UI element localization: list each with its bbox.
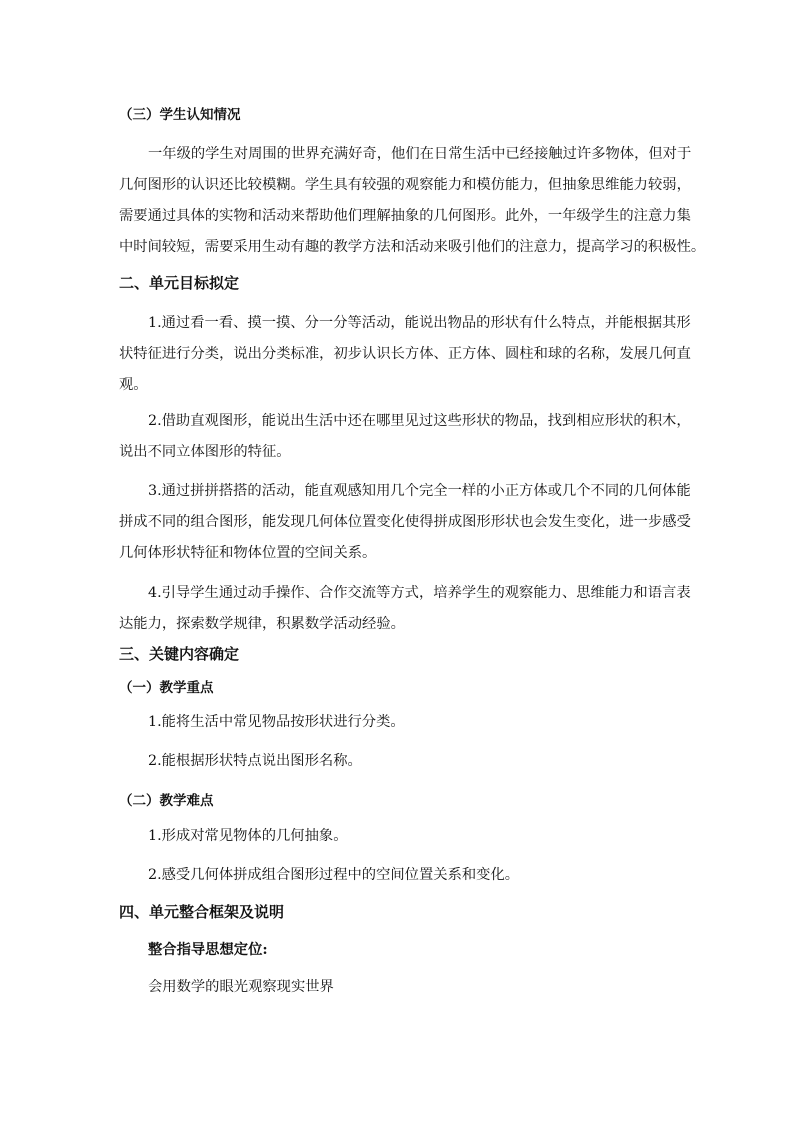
teaching-focus-item: 1.能将生活中常见物品按形状进行分类。 (148, 714, 405, 730)
goal-3-line: 几何体形状特征和物体位置的空间关系。 (119, 545, 377, 561)
heading-unit-goals: 二、单元目标拟定 (119, 274, 240, 292)
guiding-idea-label: 整合指导思想定位: (148, 942, 268, 958)
teaching-difficulty-item: 2.感受几何体拼成组合图形过程中的空间位置关系和变化。 (148, 867, 520, 883)
teaching-difficulty-item: 1.形成对常见物体的几何抽象。 (148, 828, 348, 844)
cognition-line: 中时间较短，需要采用生动有趣的教学方法和活动来吸引他们的注意力，提高学习的积极性。 (119, 239, 706, 255)
cognition-line: 需要通过具体的实物和活动来帮助他们理解抽象的几何图形。此外，一年级学生的注意力集 (119, 208, 691, 224)
goal-4-line: 4.引导学生通过动手操作、合作交流等方式，培养学生的观察能力、思维能力和语言表 (148, 585, 691, 601)
goal-4-line: 达能力，探索数学规律，积累数学活动经验。 (119, 616, 405, 632)
heading-key-content: 三、关键内容确定 (119, 645, 240, 663)
goal-1-line: 1.通过看一看、摸一摸、分一分等活动，能说出物品的形状有什么特点，并能根据其形 (148, 315, 691, 331)
subheading-teaching-focus: （一）教学重点 (119, 680, 214, 696)
goal-1-line: 状特征进行分类，说出分类标准，初步认识长方体、正方体、圆柱和球的名称，发展几何直 (119, 346, 691, 362)
goal-2-line: 说出不同立体图形的特征。 (119, 444, 291, 460)
subheading-teaching-difficulty: （二）教学难点 (119, 793, 214, 809)
section-heading-student-cognition: （三）学生认知情况 (119, 107, 241, 123)
cognition-line: 一年级的学生对周围的世界充满好奇，他们在日常生活中已经接触过许多物体，但对于 (148, 146, 692, 162)
goal-2-line: 2.借助直观图形，能说出生活中还在哪里见过这些形状的物品，找到相应形状的积木， (148, 413, 691, 429)
teaching-focus-item: 2.能根据形状特点说出图形名称。 (148, 753, 362, 769)
guiding-idea-text: 会用数学的眼光观察现实世界 (148, 979, 334, 995)
goal-3-line: 3.通过拼拼搭搭的活动，能直观感知用几个完全一样的小正方体或几个不同的几何体能 (148, 483, 691, 499)
cognition-line: 几何图形的认识还比较模糊。学生具有较强的观察能力和模仿能力，但抽象思维能力较弱， (119, 177, 691, 193)
heading-integration-framework: 四、单元整合框架及说明 (119, 903, 285, 921)
goal-1-line: 观。 (119, 377, 148, 393)
goal-3-line: 拼成不同的组合图形，能发现几何体位置变化使得拼成图形形状也会发生变化，进一步感受 (119, 514, 691, 530)
